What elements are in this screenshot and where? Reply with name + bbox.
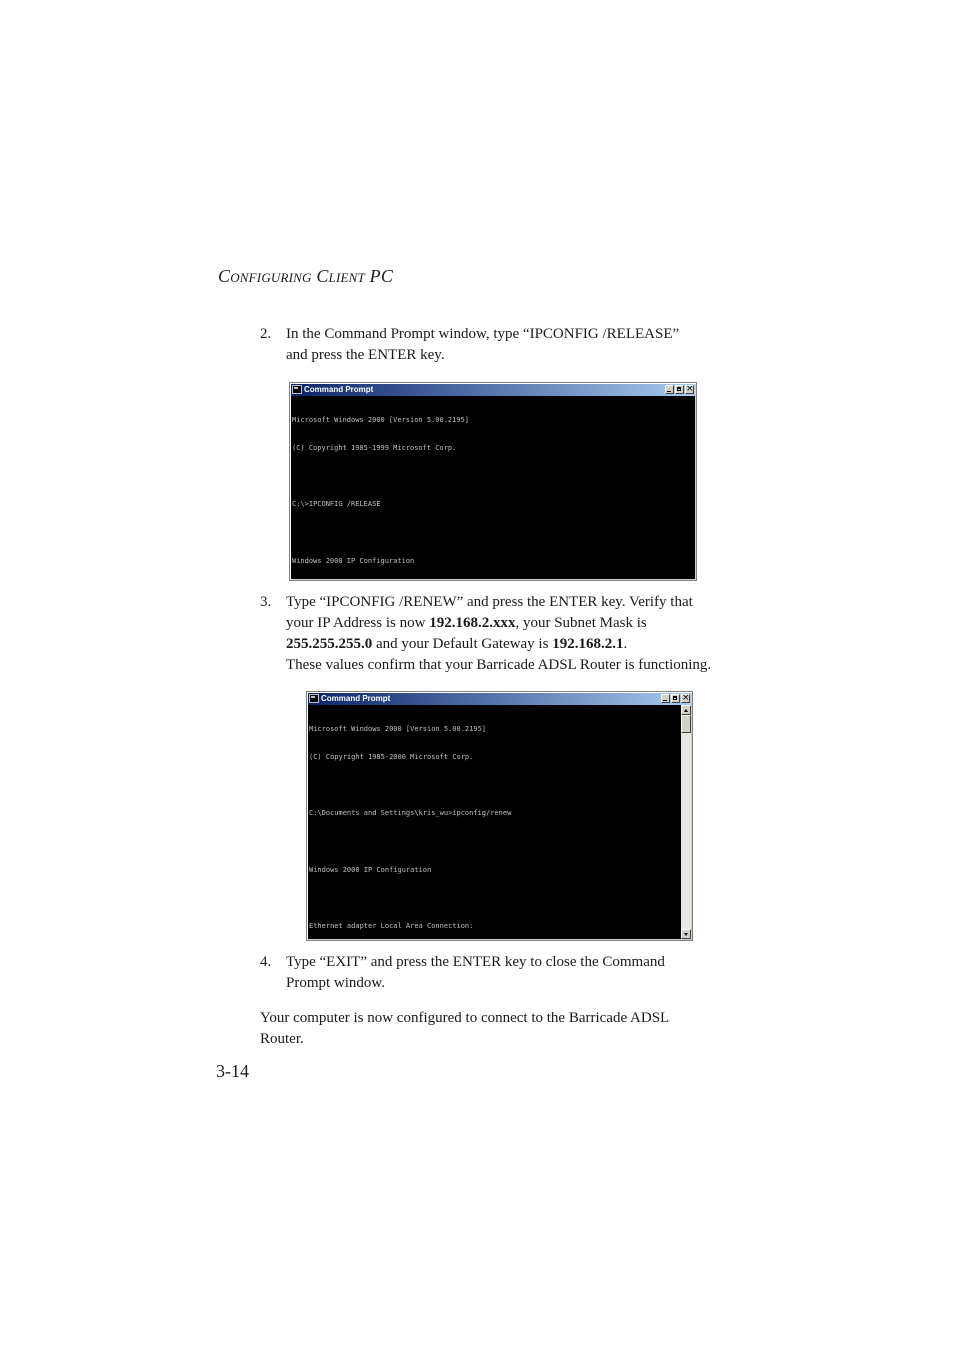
console-line <box>309 894 681 903</box>
window-title: Command Prompt <box>321 694 391 703</box>
console-line: (C) Copyright 1985-2000 Microsoft Corp. <box>309 753 474 762</box>
maximize-button[interactable] <box>675 385 684 394</box>
text-fragment: your IP Address is now <box>286 615 430 631</box>
maximize-button[interactable] <box>671 694 680 703</box>
console-line: Microsoft Windows 2000 [Version 5.00.2195] <box>309 724 487 733</box>
step-number: 3. <box>260 594 272 610</box>
console-line <box>292 472 695 481</box>
paragraph-line: Your computer is now configured to connect to the Barricade ADSL <box>260 1010 670 1026</box>
close-button[interactable] <box>681 694 690 703</box>
paragraph-line: Router. <box>260 1031 304 1047</box>
step-text-line <box>286 634 711 655</box>
step-number: 2. <box>260 326 272 342</box>
console-line: C:\Documents and Settings\kris_wu>ipconfig/renew <box>309 809 512 818</box>
vertical-scrollbar[interactable] <box>681 705 691 939</box>
step-number: 4. <box>260 954 272 970</box>
cmd-icon <box>309 694 319 703</box>
cmd-icon <box>292 385 302 394</box>
section-header: Configuring Client PC <box>218 266 394 286</box>
console-line: (C) Copyright 1985-1999 Microsoft Corp. <box>292 444 457 453</box>
console-line: Ethernet adapter Local Area Connection: <box>309 922 474 931</box>
close-button[interactable] <box>685 385 694 394</box>
text-fragment: . <box>623 636 628 652</box>
console-line: Microsoft Windows 2000 [Version 5.00.2195] <box>292 415 470 424</box>
step-text-line: Prompt window. <box>286 975 386 991</box>
command-prompt-window-release <box>289 382 697 581</box>
console-line: Windows 2000 IP Configuration <box>292 556 415 565</box>
console-line <box>309 838 681 847</box>
minimize-button[interactable] <box>661 694 670 703</box>
window-titlebar <box>308 693 691 705</box>
step-text-line: Type “EXIT” and press the ENTER key to close the Command <box>286 954 665 970</box>
ip-address-value: 192.168.2.xxx <box>429 615 516 631</box>
console-output[interactable] <box>308 705 681 939</box>
scrollbar-thumb[interactable] <box>681 715 691 733</box>
command-prompt-window-renew <box>306 691 693 941</box>
minimize-button[interactable] <box>665 385 674 394</box>
text-fragment: and your Default Gateway is <box>372 636 553 652</box>
default-gateway-value: 192.168.2.1 <box>552 636 624 652</box>
console-line <box>309 781 681 790</box>
window-titlebar <box>291 384 695 396</box>
scroll-up-arrow-icon[interactable] <box>681 705 691 715</box>
step-text-line: Type “IPCONFIG /RENEW” and press the ENTER key. Verify that <box>286 594 693 610</box>
step-text-line: In the Command Prompt window, type “IPCONFIG /RELEASE” <box>286 326 680 342</box>
closing-paragraph <box>260 1008 669 1050</box>
console-output[interactable] <box>291 396 695 579</box>
console-line <box>292 529 695 538</box>
console-line: C:\>IPCONFIG /RELEASE <box>292 500 381 509</box>
step-text-line: and press the ENTER key. <box>286 347 445 363</box>
step-text-line: These values confirm that your Barricade ADSL Router is functioning. <box>286 657 712 673</box>
step-text-line <box>286 613 711 634</box>
subnet-mask-value: 255.255.255.0 <box>286 636 373 652</box>
window-title: Command Prompt <box>304 385 374 394</box>
scroll-down-arrow-icon[interactable] <box>681 929 691 939</box>
text-fragment: , your Subnet Mask is <box>515 615 647 631</box>
console-line: Windows 2000 IP Configuration <box>309 865 432 874</box>
page-number: 3-14 <box>216 1061 249 1081</box>
